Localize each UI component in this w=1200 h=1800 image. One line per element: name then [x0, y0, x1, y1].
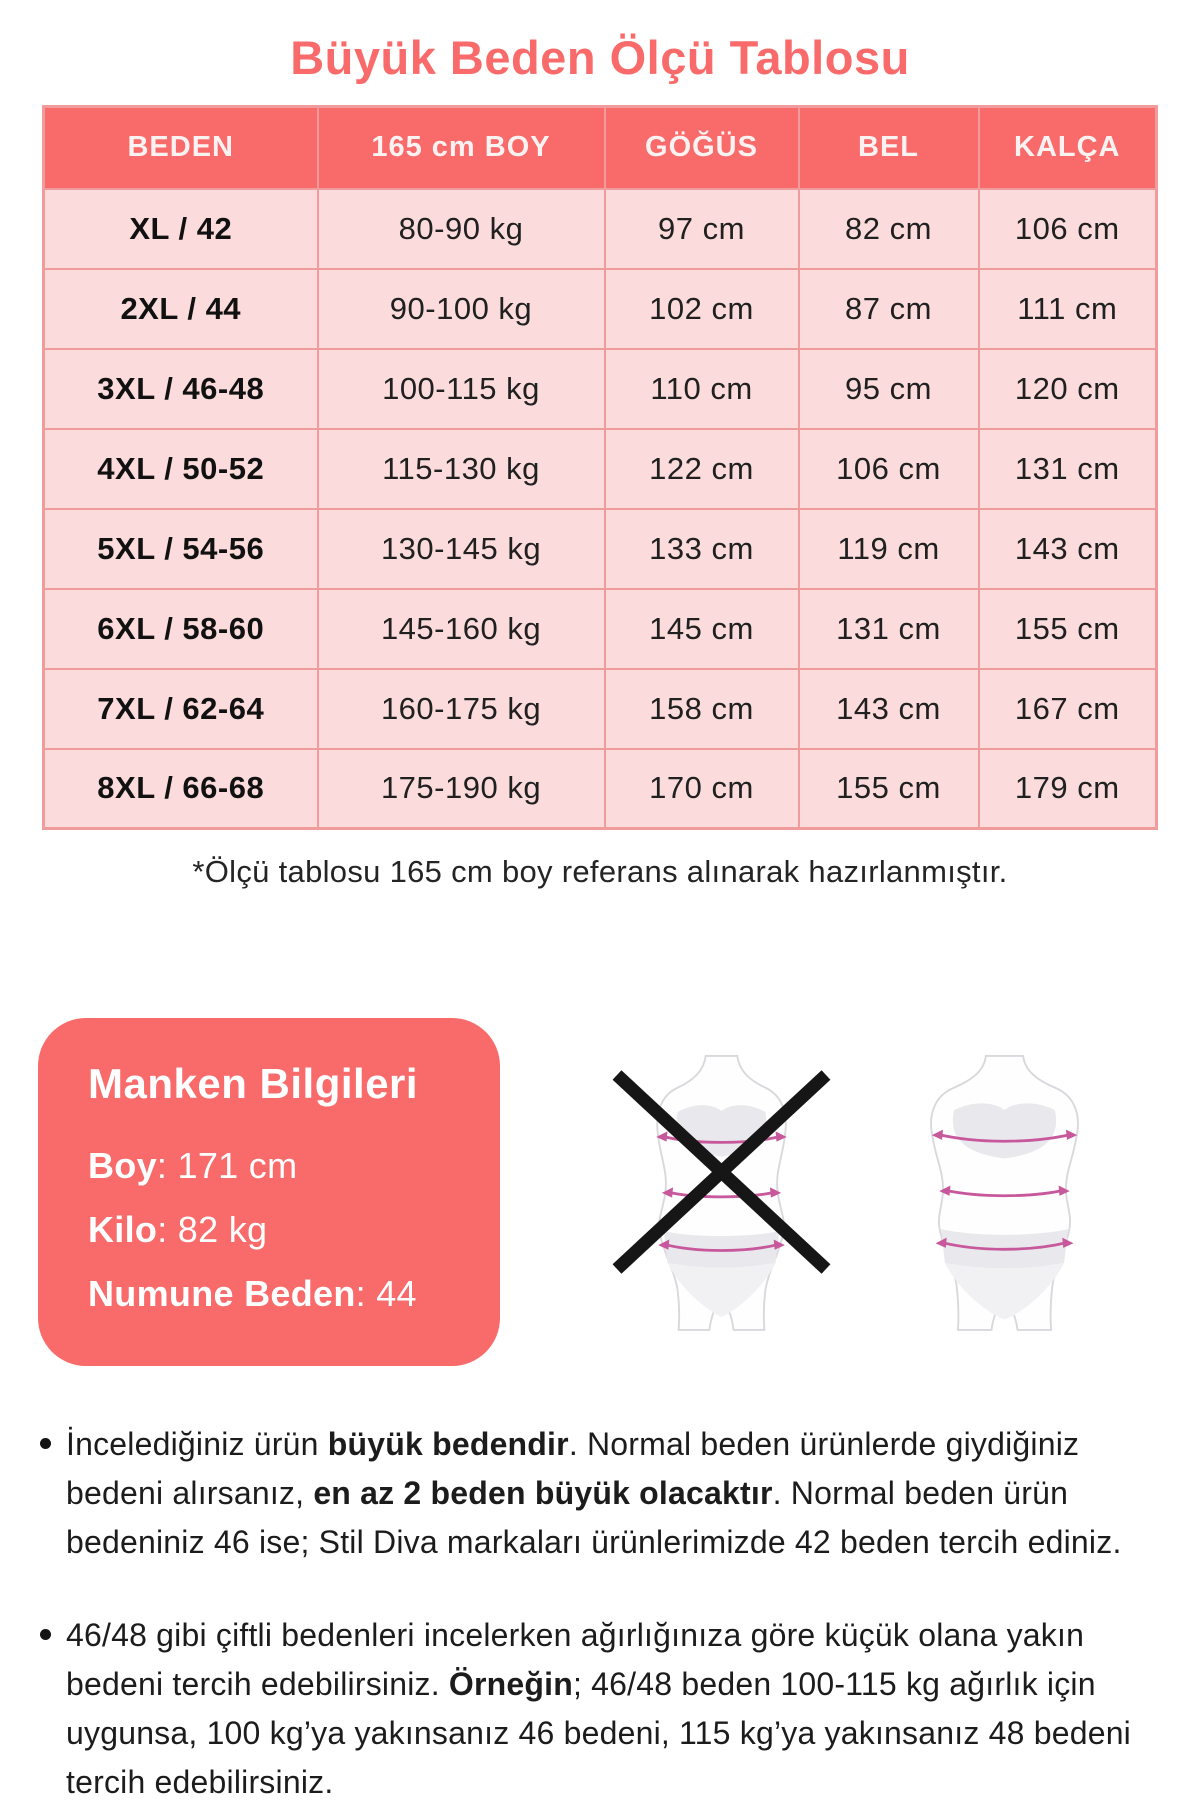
col-header-boy: 165 cm BOY [318, 107, 605, 189]
plus-body-figure-icon [902, 1051, 1107, 1333]
table-row [44, 269, 1157, 349]
model-height-label: Boy [88, 1145, 157, 1186]
cell-hip: 120 cm [979, 349, 1157, 429]
cell-hip: 179 cm [979, 749, 1157, 829]
model-info-title: Manken Bilgileri [88, 1060, 419, 1107]
cell-weight: 175-190 kg [318, 749, 605, 829]
model-sample-size-value: : 44 [355, 1273, 417, 1315]
bullet-icon [40, 1438, 51, 1449]
cell-size: 7XL / 62-64 [44, 669, 318, 749]
table-row [44, 189, 1157, 269]
table-row [44, 429, 1157, 509]
cell-waist: 143 cm [799, 669, 979, 749]
cell-chest: 97 cm [605, 189, 799, 269]
model-sample-size-line [88, 1262, 452, 1326]
size-table [42, 105, 1158, 830]
model-weight-line [88, 1198, 452, 1262]
col-header-gogus: GÖĞÜS [605, 107, 799, 189]
crossed-out-slim-body-figure-icon [619, 1051, 824, 1333]
cell-size: 4XL / 50-52 [44, 429, 318, 509]
note-text: İncelediğiniz ürün büyük bedendir. Normal beden ürünlerde giydiğiniz bedeni alırsanız, en az 2 beden büyük olacaktır. Normal beden ürün bedeniniz 46 ise; Stil Diva markaları ürünlerimizde 42 beden tercih ediniz. [66, 1426, 1122, 1561]
cell-waist: 82 cm [799, 189, 979, 269]
cell-weight: 80-90 kg [318, 189, 605, 269]
table-row [44, 669, 1157, 749]
plus-size-body-figure-icon [902, 1051, 1107, 1333]
cell-size: XL / 42 [44, 189, 318, 269]
table-row [44, 749, 1157, 829]
model-height-value: : 171 cm [156, 1145, 298, 1186]
cell-chest: 110 cm [605, 349, 799, 429]
model-info-section [38, 1018, 1156, 1366]
model-sample-size-label: Numune Beden [88, 1273, 356, 1315]
model-info-card [38, 1018, 500, 1366]
cell-waist: 119 cm [799, 509, 979, 589]
cell-chest: 122 cm [605, 429, 799, 509]
table-header-row [44, 107, 1157, 189]
cell-chest: 170 cm [605, 749, 799, 829]
cell-chest: 158 cm [605, 669, 799, 749]
cell-hip: 143 cm [979, 509, 1157, 589]
cell-waist: 95 cm [799, 349, 979, 429]
cell-weight: 100-115 kg [318, 349, 605, 429]
page-title: Büyük Beden Ölçü Tablosu [290, 31, 910, 84]
col-header-beden: BEDEN [44, 107, 318, 189]
note-item [36, 1420, 1164, 1567]
cell-waist: 131 cm [799, 589, 979, 669]
cell-hip: 155 cm [979, 589, 1157, 669]
bullet-icon [40, 1629, 51, 1640]
cell-weight: 145-160 kg [318, 589, 605, 669]
notes-list [36, 1420, 1164, 1800]
note-item [36, 1611, 1164, 1800]
cell-chest: 133 cm [605, 509, 799, 589]
cell-waist: 155 cm [799, 749, 979, 829]
table-row [44, 589, 1157, 669]
cell-hip: 167 cm [979, 669, 1157, 749]
x-mark-icon [611, 1069, 832, 1275]
cell-weight: 130-145 kg [318, 509, 605, 589]
note-text: 46/48 gibi çiftli bedenleri incelerken ağırlığınıza göre küçük olana yakın bedeni tercih edebilirsiniz. Örneğin; 46/48 beden 100-115 kg ağırlık için uygunsa, 100 kg’ya yakınsanız 46 bedeni, 115 kg’ya yakınsanız 48 bedeni tercih edebilirsiniz. [66, 1617, 1131, 1800]
figures [570, 1051, 1156, 1333]
cell-hip: 106 cm [979, 189, 1157, 269]
model-height-line [88, 1134, 452, 1198]
cell-size: 2XL / 44 [44, 269, 318, 349]
cell-weight: 115-130 kg [318, 429, 605, 509]
model-weight-value: : 82 kg [157, 1209, 268, 1251]
cell-hip: 131 cm [979, 429, 1157, 509]
table-row [44, 509, 1157, 589]
cell-waist: 87 cm [799, 269, 979, 349]
table-footnote: *Ölçü tablosu 165 cm boy referans alınarak hazırlanmıştır. [192, 854, 1008, 889]
col-header-bel: BEL [799, 107, 979, 189]
col-header-kalca: KALÇA [979, 107, 1157, 189]
cell-chest: 102 cm [605, 269, 799, 349]
cell-size: 3XL / 46-48 [44, 349, 318, 429]
cell-hip: 111 cm [979, 269, 1157, 349]
cell-waist: 106 cm [799, 429, 979, 509]
cell-size: 6XL / 58-60 [44, 589, 318, 669]
cell-chest: 145 cm [605, 589, 799, 669]
model-weight-label: Kilo [88, 1209, 158, 1251]
table-row [44, 349, 1157, 429]
cell-weight: 160-175 kg [318, 669, 605, 749]
cell-size: 5XL / 54-56 [44, 509, 318, 589]
cell-weight: 90-100 kg [318, 269, 605, 349]
cell-size: 8XL / 66-68 [44, 749, 318, 829]
